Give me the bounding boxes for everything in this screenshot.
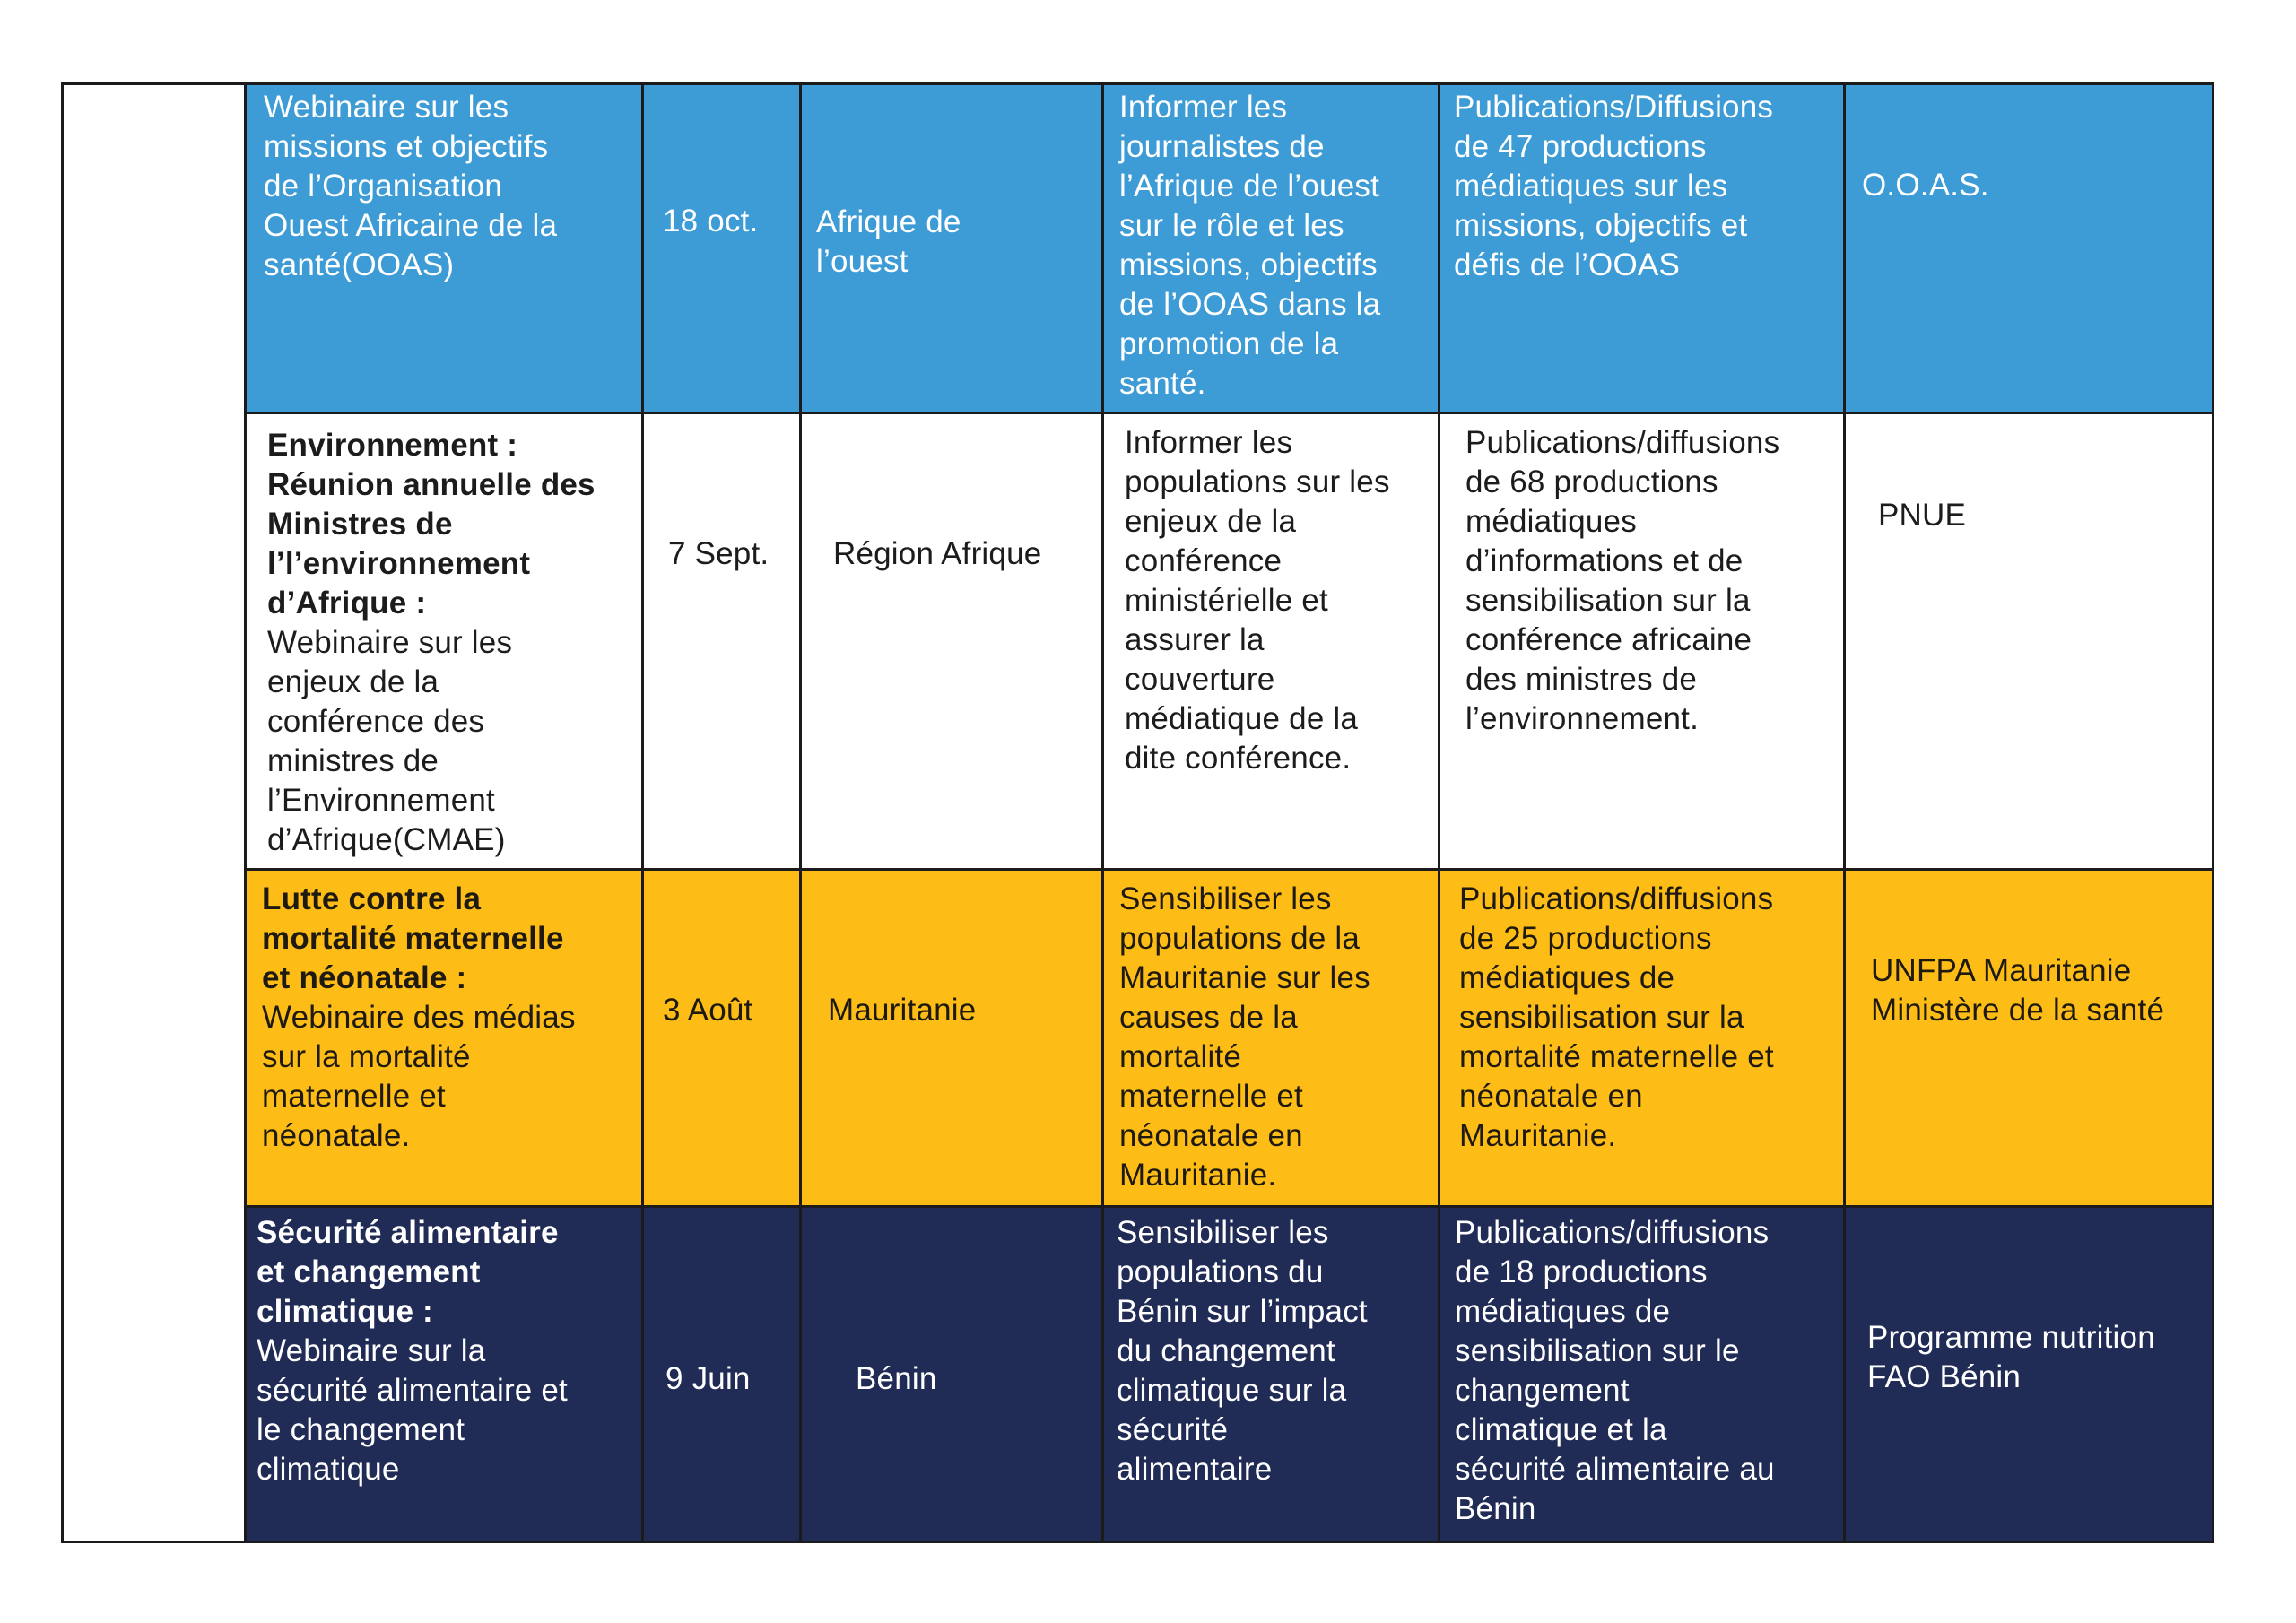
partner-cell bbox=[1843, 868, 2214, 1208]
objective-text: Informer les populations sur les enjeux de la conférence ministérielle et assurer la couverture médiatique de la dite conférence. bbox=[1125, 425, 1390, 776]
location-cell bbox=[799, 412, 1104, 871]
location-cell bbox=[799, 868, 1104, 1208]
partner-cell bbox=[1843, 412, 2214, 871]
objective-text: Sensibiliser les populations du Bénin sur l’impact du changement climatique sur la sécurité alimentaire bbox=[1117, 1215, 1368, 1487]
location-text: Mauritanie bbox=[828, 993, 977, 1028]
results-text: Publications/diffusions de 25 productions médiatiques de sensibilisation sur la mortalité maternelle et néonatale en Mauritanie. bbox=[1459, 881, 1774, 1153]
objective-text: Sensibiliser les populations de la Mauritanie sur les causes de la mortalité maternelle et néonatale en Mauritanie. bbox=[1119, 881, 1370, 1193]
date-text: 7 Sept. bbox=[668, 536, 770, 571]
activity-text bbox=[267, 426, 596, 860]
activity-title: Lutte contre la mortalité maternelle et néonatale : bbox=[262, 881, 564, 995]
location-cell bbox=[799, 1205, 1104, 1543]
partner-cell bbox=[1843, 82, 2214, 414]
date-cell bbox=[641, 82, 802, 414]
partner-text: Programme nutrition FAO Bénin bbox=[1867, 1320, 2155, 1394]
results-text: Publications/Diffusions de 47 productions médiatiques sur les missions, objectifs et défis de l’OOAS bbox=[1454, 90, 1774, 282]
partner-text: PNUE bbox=[1878, 498, 1967, 533]
results-text: Publications/diffusions de 68 productions médiatiques d’informations et de sensibilisation sur la conférence africaine des ministres de l’environnement. bbox=[1465, 425, 1780, 736]
location-text: Afrique de l’ouest bbox=[816, 204, 961, 279]
activity-body: Webinaire sur la sécurité alimentaire et le changement climatique bbox=[257, 1333, 568, 1487]
date-text: 3 Août bbox=[663, 993, 753, 1028]
activity-text bbox=[257, 1213, 568, 1489]
activity-title: Sécurité alimentaire et changement climatique : bbox=[257, 1215, 559, 1329]
activity-text bbox=[262, 880, 576, 1156]
location-text: Région Afrique bbox=[833, 536, 1042, 571]
date-text: 9 Juin bbox=[665, 1361, 751, 1396]
activity-body: Webinaire des médias sur la mortalité maternelle et néonatale. bbox=[262, 1000, 576, 1153]
partner-text: UNFPA Mauritanie Ministère de la santé bbox=[1871, 953, 2165, 1028]
activity-title: Environnement : Réunion annuelle des Ministres de l’l’environnement d’Afrique : bbox=[267, 428, 596, 621]
activity-body: Webinaire sur les enjeux de la conférence des ministres de l’Environnement d’Afrique(CMAE) bbox=[267, 625, 513, 857]
date-cell bbox=[641, 412, 802, 871]
results-text: Publications/diffusions de 18 productions médiatiques de sensibilisation sur le changement climatique et la sécurité alimentaire au Bénin bbox=[1455, 1215, 1775, 1526]
activity-text bbox=[264, 88, 557, 285]
objective-text: Informer les journalistes de l’Afrique de l’ouest sur le rôle et les missions, objectifs de l’OOAS dans la promotion de la santé. bbox=[1119, 90, 1381, 401]
date-cell bbox=[641, 868, 802, 1208]
activity-body: Webinaire sur les missions et objectifs de l’Organisation Ouest Africaine de la santé(OOAS) bbox=[264, 90, 558, 282]
location-text: Bénin bbox=[856, 1361, 937, 1396]
partner-text: O.O.A.S. bbox=[1862, 168, 1989, 203]
date-text: 18 oct. bbox=[663, 204, 759, 239]
table-left-empty-cell bbox=[61, 82, 247, 1543]
